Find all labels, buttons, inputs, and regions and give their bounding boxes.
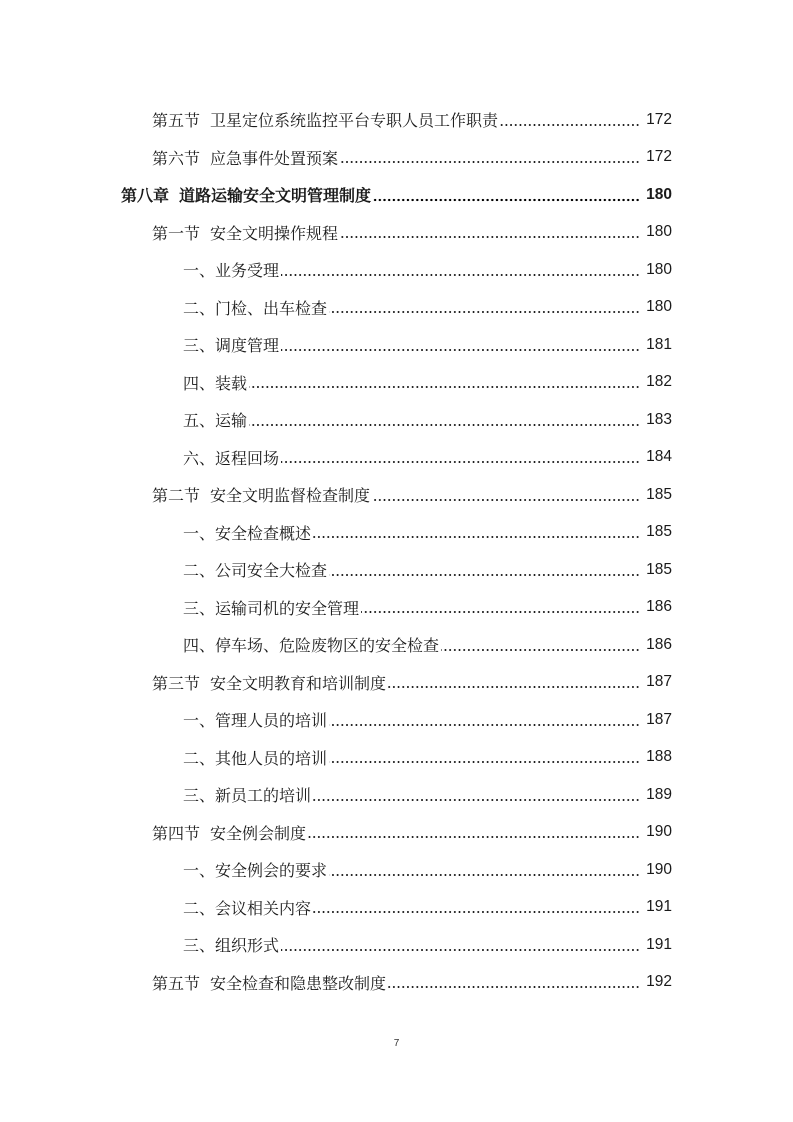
dot-leader	[441, 648, 640, 652]
toc-page-number: 172	[646, 148, 672, 166]
toc-entry-title: 第二节 安全文明监督检查制度	[152, 483, 372, 506]
toc-page-number: 187	[646, 673, 672, 691]
toc-page-number: 181	[646, 335, 672, 353]
toc-entry-title: 四、停车场、危险废物区的安全检查	[183, 633, 441, 656]
toc-entry-item[interactable]	[0, 739, 793, 777]
toc-page-number: 186	[646, 635, 672, 653]
toc-entry-item[interactable]	[0, 701, 793, 739]
toc-page-number: 189	[646, 785, 672, 803]
toc-entry-item[interactable]	[0, 626, 793, 664]
dot-leader	[249, 423, 640, 427]
toc-entry-title: 二、公司安全大检查	[183, 558, 329, 581]
toc-page-number: 192	[646, 973, 672, 991]
toc-entry-title: 六、返程回场	[183, 446, 281, 469]
toc-entry-item[interactable]	[0, 401, 793, 439]
toc-entry-chapter[interactable]	[0, 176, 793, 214]
toc-entry-item[interactable]	[0, 851, 793, 889]
toc-page-number: 186	[646, 598, 672, 616]
toc-entry-section[interactable]	[0, 214, 793, 252]
toc-entry-section[interactable]	[0, 139, 793, 177]
dot-leader	[329, 873, 640, 877]
toc-page-number: 172	[646, 110, 672, 128]
toc-entry-section[interactable]	[0, 814, 793, 852]
table-of-contents	[0, 101, 793, 1001]
toc-entry-title: 二、其他人员的培训	[183, 746, 329, 769]
dot-leader	[313, 798, 640, 802]
dot-leader	[308, 835, 640, 839]
toc-entry-title: 第六节 应急事件处置预案	[152, 146, 340, 169]
toc-page-number: 185	[646, 560, 672, 578]
toc-entry-item[interactable]	[0, 776, 793, 814]
toc-entry-title: 三、组织形式	[183, 933, 281, 956]
toc-entry-title: 五、运输	[183, 408, 249, 431]
toc-entry-title: 第五节 安全检查和隐患整改制度	[152, 971, 388, 994]
dot-leader	[373, 198, 640, 202]
toc-page-number: 190	[646, 860, 672, 878]
toc-entry-section[interactable]	[0, 476, 793, 514]
toc-entry-section[interactable]	[0, 964, 793, 1002]
toc-entry-title: 三、运输司机的安全管理	[183, 596, 361, 619]
dot-leader	[361, 610, 640, 614]
dot-leader	[388, 985, 640, 989]
dot-leader	[313, 535, 640, 539]
toc-entry-title: 二、门检、出车检查	[183, 296, 329, 319]
dot-leader	[281, 460, 640, 464]
toc-entry-title: 一、安全检查概述	[183, 521, 313, 544]
dot-leader	[340, 160, 640, 164]
toc-entry-item[interactable]	[0, 889, 793, 927]
toc-entry-item[interactable]	[0, 551, 793, 589]
dot-leader	[249, 385, 640, 389]
toc-entry-section[interactable]	[0, 101, 793, 139]
toc-entry-item[interactable]	[0, 926, 793, 964]
toc-entry-item[interactable]	[0, 251, 793, 289]
toc-page-number: 185	[646, 485, 672, 503]
dot-leader	[372, 498, 640, 502]
toc-entry-section[interactable]	[0, 664, 793, 702]
toc-entry-item[interactable]	[0, 589, 793, 627]
toc-entry-title: 三、调度管理	[183, 333, 281, 356]
dot-leader	[340, 235, 640, 239]
toc-page-number: 180	[646, 298, 672, 316]
footer-page-number: 7	[393, 1038, 400, 1049]
toc-entry-title: 第八章 道路运输安全文明管理制度	[121, 183, 373, 206]
toc-page-number: 180	[646, 260, 672, 278]
toc-entry-title: 四、装载	[183, 371, 249, 394]
toc-page-number: 187	[646, 710, 672, 728]
dot-leader	[500, 123, 640, 127]
dot-leader	[313, 910, 640, 914]
toc-entry-title: 三、新员工的培训	[183, 783, 313, 806]
toc-page-number: 188	[646, 748, 672, 766]
dot-leader	[329, 573, 640, 577]
toc-page-number: 180	[646, 185, 672, 203]
toc-page-number: 185	[646, 523, 672, 541]
dot-leader	[281, 948, 640, 952]
dot-leader	[329, 310, 640, 314]
toc-entry-item[interactable]	[0, 326, 793, 364]
toc-entry-title: 第四节 安全例会制度	[152, 821, 308, 844]
toc-entry-title: 第一节 安全文明操作规程	[152, 221, 340, 244]
toc-page-number: 191	[646, 935, 672, 953]
toc-entry-title: 一、安全例会的要求	[183, 858, 329, 881]
toc-page-number: 191	[646, 898, 672, 916]
dot-leader	[388, 685, 640, 689]
toc-entry-title: 第五节 卫星定位系统监控平台专职人员工作职责	[152, 108, 500, 131]
toc-entry-item[interactable]	[0, 514, 793, 552]
toc-page-number: 182	[646, 373, 672, 391]
dot-leader	[329, 760, 640, 764]
dot-leader	[281, 348, 640, 352]
toc-page-number: 190	[646, 823, 672, 841]
toc-entry-title: 一、业务受理	[183, 258, 281, 281]
dot-leader	[329, 723, 640, 727]
toc-entry-item[interactable]	[0, 364, 793, 402]
toc-entry-item[interactable]	[0, 439, 793, 477]
dot-leader	[281, 273, 640, 277]
toc-entry-title: 一、管理人员的培训	[183, 708, 329, 731]
toc-entry-title: 二、会议相关内容	[183, 896, 313, 919]
toc-page-number: 180	[646, 223, 672, 241]
toc-entry-title: 第三节 安全文明教育和培训制度	[152, 671, 388, 694]
toc-page-number: 183	[646, 410, 672, 428]
toc-entry-item[interactable]	[0, 289, 793, 327]
toc-page-number: 184	[646, 448, 672, 466]
